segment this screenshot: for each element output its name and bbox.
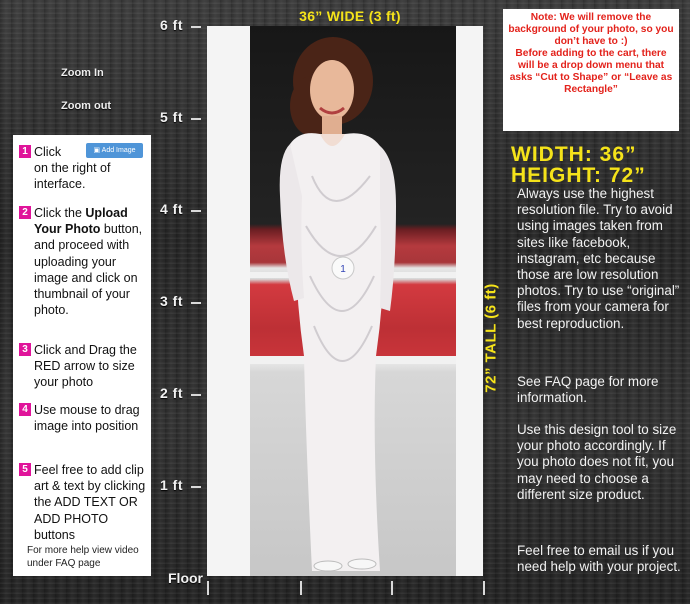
bottom-tick bbox=[300, 581, 302, 595]
step-5-text: Feel free to add clip art & text by clicking the ADD TEXT OR ADD PHOTO buttons bbox=[34, 463, 146, 542]
step-1-text-end: on the right of interface. bbox=[34, 161, 111, 192]
step-number: 3 bbox=[19, 343, 31, 356]
ruler-label-1ft: 1 ft bbox=[160, 477, 183, 493]
step-3-text: Click and Drag the RED arrow to size your photo bbox=[34, 343, 137, 390]
step-4-text: Use mouse to drag image into position bbox=[34, 403, 140, 434]
info-faq: See FAQ page for more information. bbox=[517, 374, 659, 406]
bottom-tick bbox=[391, 581, 393, 595]
ruler-tick bbox=[191, 486, 201, 488]
tall-label: 72” TALL (6 ft) bbox=[482, 283, 500, 393]
instruction-step-5 bbox=[19, 462, 149, 543]
zoom-out-button[interactable]: Zoom out bbox=[61, 100, 112, 112]
step-number: 4 bbox=[19, 403, 31, 416]
step-number: 5 bbox=[19, 463, 31, 476]
width-dimension: WIDTH: 36” bbox=[511, 143, 637, 166]
bottom-tick bbox=[207, 581, 209, 595]
ruler-tick bbox=[191, 394, 201, 396]
note-line-2: Before adding to the cart, there will be a drop down menu that asks “Cut to Shape” or “Leave as Rectangle” bbox=[509, 48, 673, 95]
image-icon: ▣ bbox=[93, 147, 101, 154]
instruction-step-2 bbox=[19, 205, 149, 318]
step-number: 1 bbox=[19, 145, 31, 158]
add-image-button-label: Add Image bbox=[101, 147, 136, 154]
ruler-tick bbox=[191, 210, 201, 212]
bottom-tick bbox=[483, 581, 485, 595]
uploaded-photo[interactable] bbox=[250, 26, 456, 576]
zoom-in-button[interactable]: Zoom In bbox=[61, 67, 104, 79]
step-2-text-start: Click the bbox=[34, 206, 86, 220]
person-in-gown-figure bbox=[250, 26, 456, 576]
info-resolution: Always use the highest resolution file. Try to avoid using images taken from sites like facebook, instagram, etc because those are low resolution photos. Try to use “original” files from your camera for best reproduction. bbox=[517, 186, 680, 331]
ruler-label-6ft: 6 ft bbox=[160, 17, 183, 33]
step-number: 2 bbox=[19, 206, 31, 219]
ruler-label-floor: Floor bbox=[168, 570, 203, 586]
step-2-text-end: button, and proceed with uploading your image and click on thumbnail of your photo. bbox=[34, 222, 143, 318]
ruler-tick bbox=[191, 118, 201, 120]
instruction-step-1 bbox=[19, 144, 149, 193]
width-title: 36” WIDE (3 ft) bbox=[299, 8, 401, 24]
upload-your-photo-label: Upload Your Photo bbox=[34, 206, 128, 237]
ruler-label-5ft: 5 ft bbox=[160, 109, 183, 125]
instruction-step-3 bbox=[19, 342, 149, 391]
ruler-tick bbox=[191, 26, 201, 28]
ruler-tick bbox=[191, 302, 201, 304]
more-help-text: For more help view video under FAQ page bbox=[27, 545, 139, 569]
ruler-label-2ft: 2 ft bbox=[160, 385, 183, 401]
ruler-label-3ft: 3 ft bbox=[160, 293, 183, 309]
info-email: Feel free to email us if you need help with your project. bbox=[517, 543, 681, 575]
info-sizing: Use this design tool to size your photo accordingly. If you photo does not fit, you may need to choose a different size product. bbox=[517, 422, 677, 502]
instructions-panel bbox=[13, 135, 151, 576]
badge-number: 1 bbox=[340, 264, 346, 275]
design-canvas[interactable] bbox=[207, 26, 483, 576]
step-1-text-start: Click bbox=[34, 145, 62, 159]
height-dimension: HEIGHT: 72” bbox=[511, 164, 646, 187]
background-removal-note bbox=[503, 9, 679, 131]
note-line-1: Note: We will remove the background of your photo, so you don’t have to :) bbox=[508, 12, 674, 47]
instruction-step-4 bbox=[19, 402, 149, 434]
ruler-label-4ft: 4 ft bbox=[160, 201, 183, 217]
